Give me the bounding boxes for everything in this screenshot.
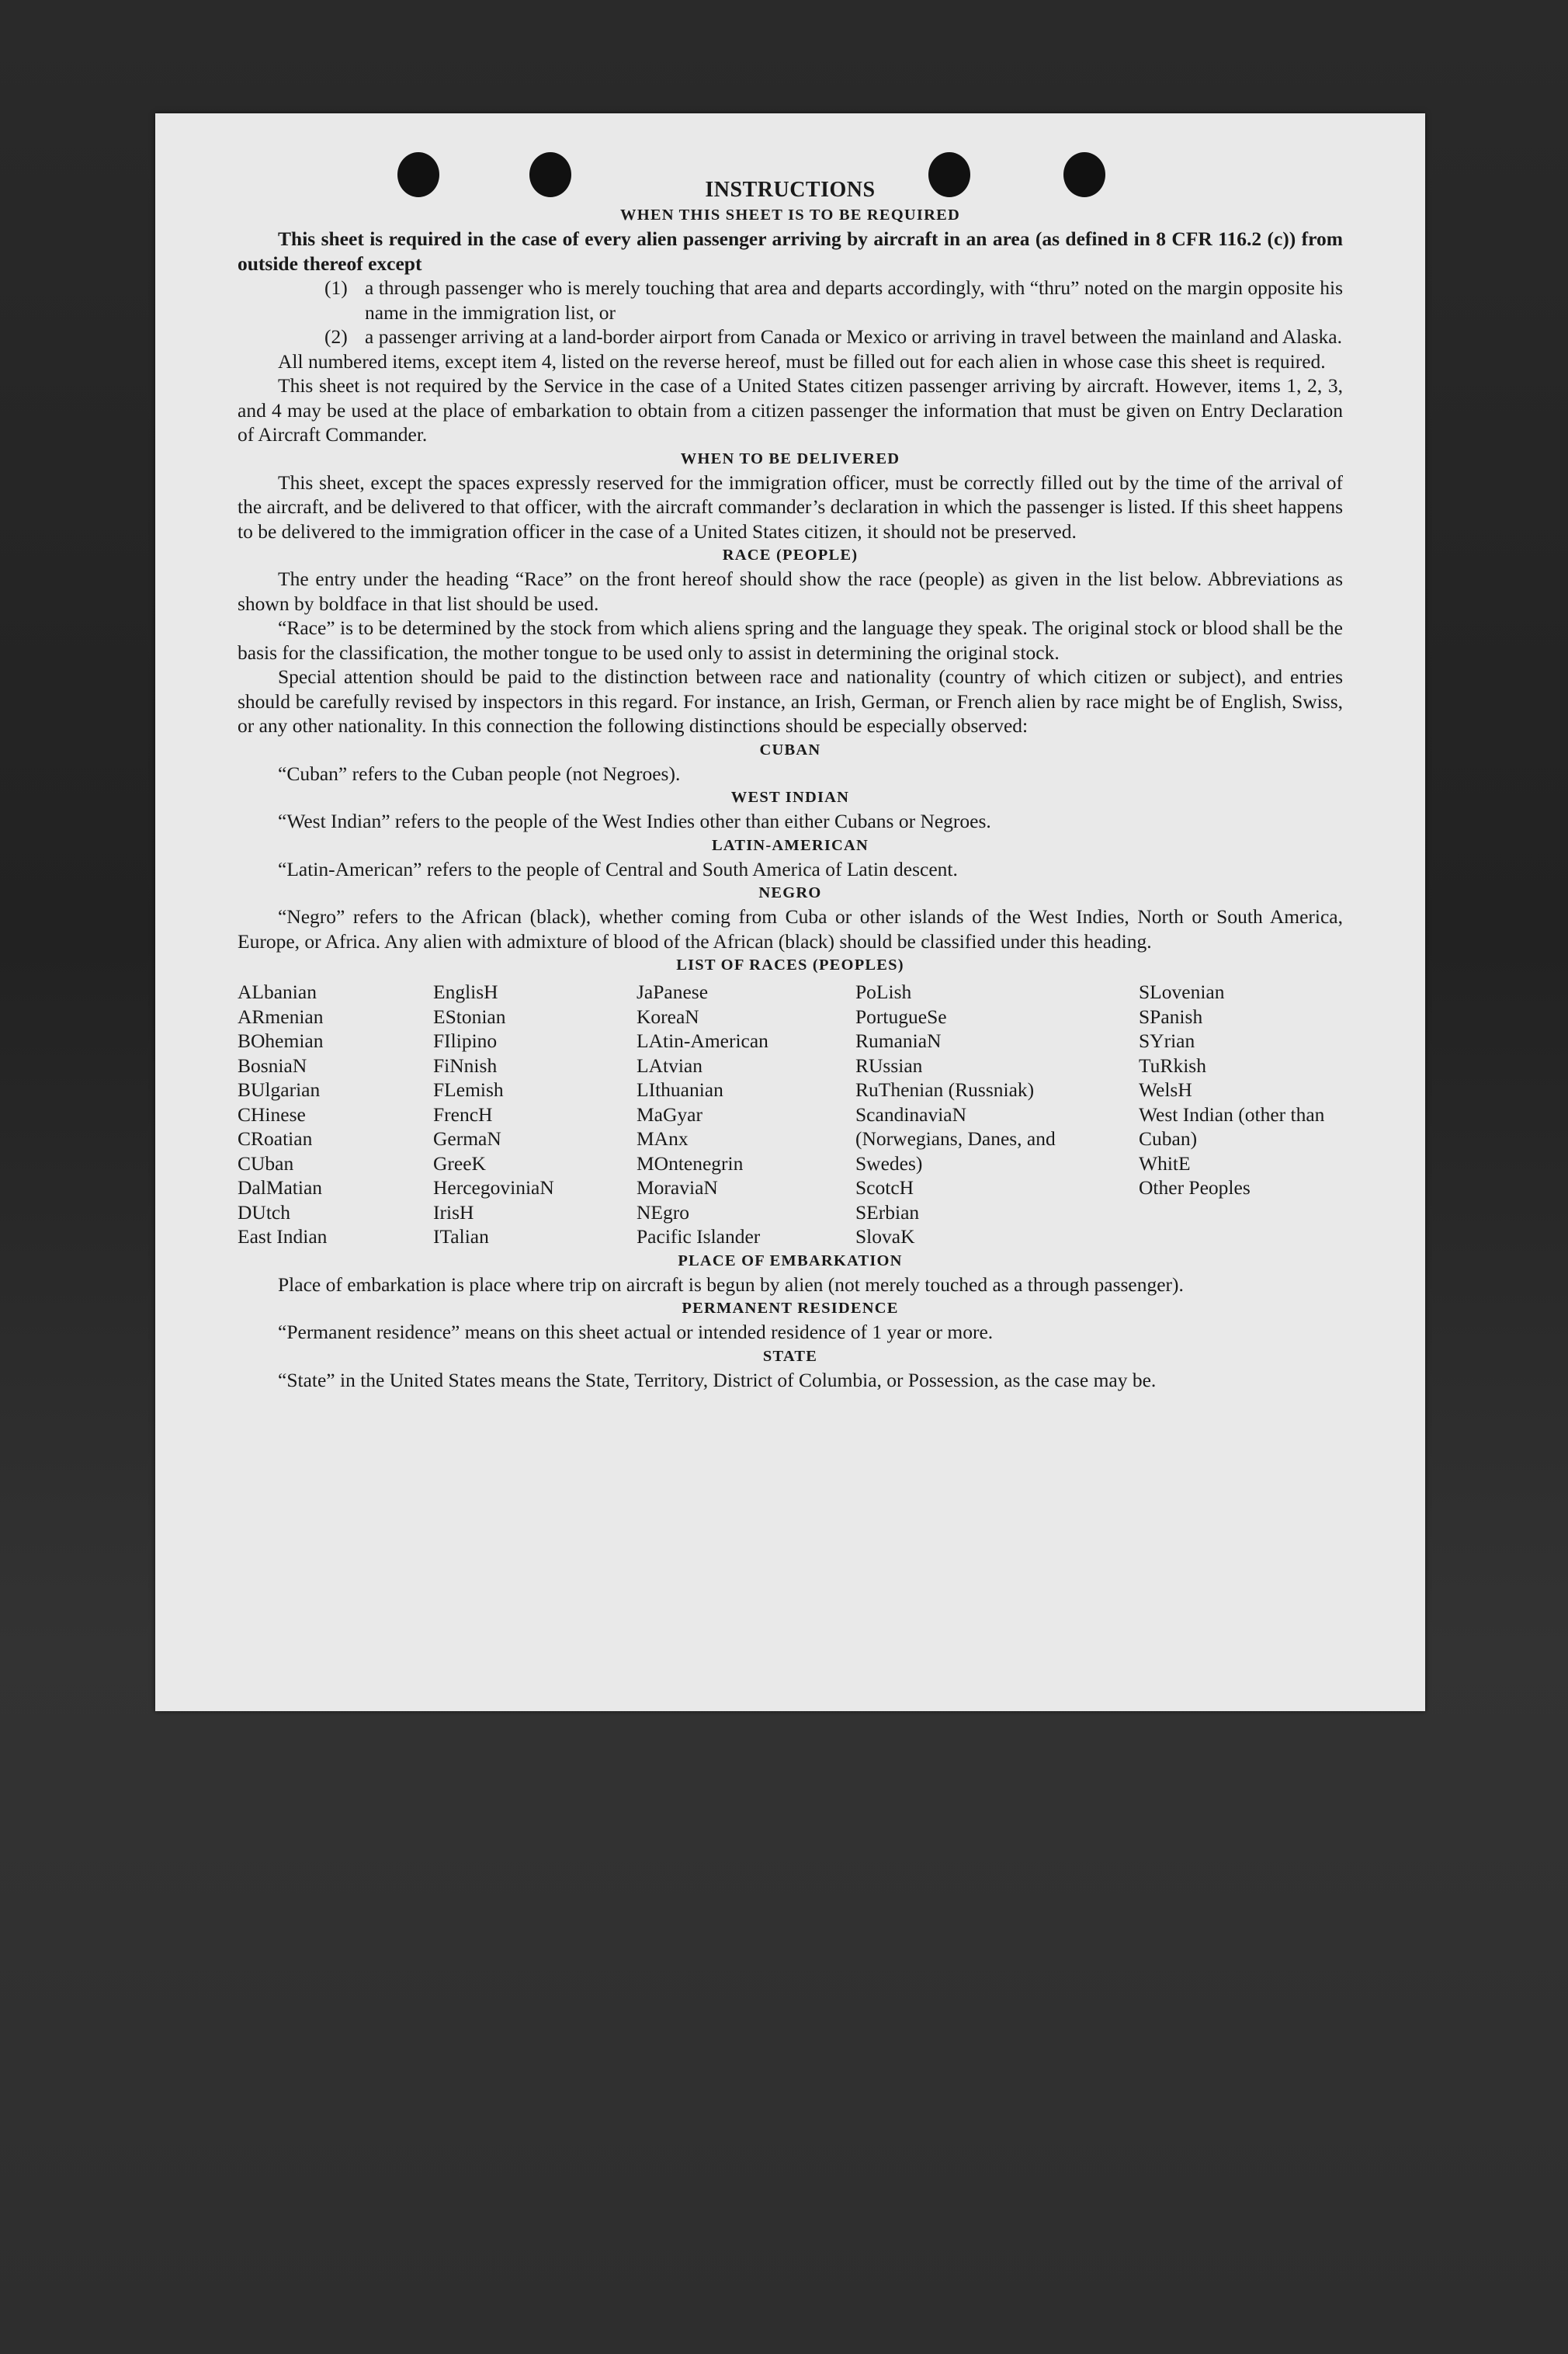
race-entry: West Indian (other than Cuban) <box>1139 1102 1325 1150</box>
race-entry: MoraviaN <box>637 1176 718 1199</box>
section-heading: WHEN THIS SHEET IS TO BE REQUIRED <box>620 207 960 224</box>
race-entry: GreeK <box>433 1151 486 1175</box>
race-entry: DUtch <box>238 1200 290 1224</box>
races-column <box>433 980 637 1249</box>
paragraph: “Negro” refers to the African (black), whether coming from Cuba or other islands of the West Indies, North or South America, Europe, or Africa. Any alien with admixture of blood of the African (black) should be classified under this heading. <box>238 905 1343 953</box>
race-entry: SErbian <box>855 1200 920 1224</box>
race-entry: RumaniaN <box>855 1029 942 1052</box>
race-entry: MOntenegrin <box>637 1151 744 1175</box>
list-item <box>238 325 1343 349</box>
section-heading: LIST OF RACES (PEOPLES) <box>676 957 904 974</box>
paragraph: “Latin-American” refers to the people of Central and South America of Latin descent. <box>278 857 958 880</box>
race-entry: BUlgarian <box>238 1078 321 1101</box>
race-entry: KoreaN <box>637 1005 699 1028</box>
race-entry: East Indian <box>238 1225 328 1248</box>
race-entry: MAnx <box>637 1127 689 1150</box>
race-entry: JaPanese <box>637 981 709 1003</box>
race-entry: ITalian <box>433 1225 489 1248</box>
race-entry: WelsH <box>1139 1078 1192 1101</box>
race-entry: RUssian <box>855 1054 923 1077</box>
item-text: a passenger arriving at a land-border airport from Canada or Mexico or arriving in travel between the mainland and Alaska. <box>365 325 1342 348</box>
paragraph: The entry under the heading “Race” on the front hereof should show the race (people) as given in the list below. Abbreviations as shown by boldface in that list should be used. <box>238 568 1343 615</box>
paragraph: “West Indian” refers to the people of the West Indies other than either Cubans or Negroes. <box>278 810 991 832</box>
race-entry: SlovaK <box>855 1225 915 1248</box>
paragraph: Place of embarkation is place where trip on aircraft is begun by alien (not merely touched as a through passenger). <box>278 1272 1184 1296</box>
race-entry: EnglisH <box>433 981 498 1003</box>
section-heading: LATIN-AMERICAN <box>711 836 869 854</box>
race-entry: LIthuanian <box>637 1078 723 1101</box>
item-number: (2) <box>324 325 348 348</box>
race-entry: ARmenian <box>238 1005 324 1028</box>
paragraph: This sheet is required in the case of every alien passenger arriving by aircraft in an area (as defined in 8 CFR 116.2 (c)) from outside thereof except <box>238 227 1343 275</box>
section-heading: WHEN TO BE DELIVERED <box>680 450 900 467</box>
paragraph: This sheet is not required by the Service in the case of a United States citizen passenger arriving by aircraft. However, items 1, 2, 3, and 4 may be used at the place of embarkation to obtain from a citizen passenger the information that must be given on Entry Declaration of Aircraft Commander. <box>238 374 1343 446</box>
list-item <box>238 276 1343 325</box>
page-title: INSTRUCTIONS <box>705 178 876 202</box>
section-heading: RACE (PEOPLE) <box>722 547 859 564</box>
race-entry: PoLish <box>855 981 912 1003</box>
race-entry: SPanish <box>1139 1005 1203 1028</box>
race-entry: CUban <box>238 1151 294 1175</box>
race-entry: HercegoviniaN <box>433 1176 554 1199</box>
race-entry: Pacific Islander <box>637 1225 761 1248</box>
race-entry: SYrian <box>1139 1029 1195 1052</box>
race-entry: LAtvian <box>637 1054 702 1077</box>
paragraph: “Permanent residence” means on this sheet actual or intended residence of 1 year or more. <box>278 1321 994 1343</box>
race-entry: EStonian <box>433 1005 506 1028</box>
section-heading: PLACE OF EMBARKATION <box>678 1252 903 1269</box>
section-heading: WEST INDIAN <box>730 789 850 806</box>
race-entry: CHinese <box>238 1102 306 1126</box>
races-list <box>238 980 1343 1249</box>
race-entry: DalMatian <box>238 1176 323 1199</box>
race-entry: MaGyar <box>637 1102 702 1126</box>
instruction-sheet <box>155 113 1425 1711</box>
paragraph: “Race” is to be determined by the stock from which aliens spring and the language they speak. The original stock or blood shall be the basis for the classification, the mother tongue to be used only to assist in determining the original stock. <box>238 616 1343 664</box>
paragraph: “Cuban” refers to the Cuban people (not Negroes). <box>278 762 681 785</box>
race-entry: ScandinaviaN (Norwegians, Danes, and Swedes) <box>855 1102 1056 1175</box>
races-column <box>1139 980 1343 1249</box>
races-column <box>637 980 855 1249</box>
race-entry: GermaN <box>433 1127 501 1150</box>
race-entry: FrencH <box>433 1102 493 1126</box>
paragraph: “State” in the United States means the State, Territory, District of Columbia, or Possession, as the case may be. <box>278 1368 1157 1391</box>
item-text: a through passenger who is merely touching that area and departs accordingly, with “thru” noted on the margin opposite his name in the immigration list, or <box>365 276 1343 324</box>
race-entry: RuThenian (Russniak) <box>855 1078 1035 1101</box>
section-heading: STATE <box>762 1347 818 1365</box>
race-entry: LAtin-American <box>637 1029 768 1052</box>
race-entry: NEgro <box>637 1200 689 1224</box>
race-entry: FIlipino <box>433 1029 498 1052</box>
paragraph: All numbered items, except item 4, listed on the reverse hereof, must be filled out for each alien in whose case this sheet is required. <box>278 349 1326 373</box>
race-entry: CRoatian <box>238 1127 313 1150</box>
section-heading: PERMANENT RESIDENCE <box>682 1300 899 1317</box>
race-entry: ALbanian <box>238 981 317 1003</box>
instructions-content <box>238 177 1343 1392</box>
race-entry: ScotcH <box>855 1176 914 1199</box>
item-number: (1) <box>324 276 348 299</box>
race-entry: SLovenian <box>1139 981 1225 1003</box>
race-entry: WhitE <box>1139 1151 1191 1175</box>
race-entry: FiNnish <box>433 1054 498 1077</box>
section-heading: NEGRO <box>758 884 822 901</box>
paragraph: This sheet, except the spaces expressly reserved for the immigration officer, must be correctly filled out by the time of the arrival of the aircraft, and be delivered to that officer, with the aircraft commander’s declaration in which the passenger is listed. If this sheet happens to be delivered to the immigration officer in the case of a United States citizen, it should not be preserved. <box>238 470 1343 543</box>
race-entry: BosniaN <box>238 1054 307 1077</box>
races-column <box>855 980 1139 1249</box>
race-entry: TuRkish <box>1139 1054 1206 1077</box>
race-entry: Other Peoples <box>1139 1176 1251 1199</box>
race-entry: PortugueSe <box>855 1005 947 1028</box>
paragraph: Special attention should be paid to the distinction between race and nationality (country of which citizen or subject), and entries should be carefully revised by inspectors in this regard. For instance, an Irish, German, or French alien by race might be of English, Swiss, or any other nationality. In this connection the following distinctions should be especially observed: <box>238 665 1343 737</box>
race-entry: BOhemian <box>238 1029 324 1052</box>
races-column <box>238 980 433 1249</box>
race-entry: IrisH <box>433 1200 474 1224</box>
section-heading: CUBAN <box>759 741 821 759</box>
race-entry: FLemish <box>433 1078 504 1101</box>
